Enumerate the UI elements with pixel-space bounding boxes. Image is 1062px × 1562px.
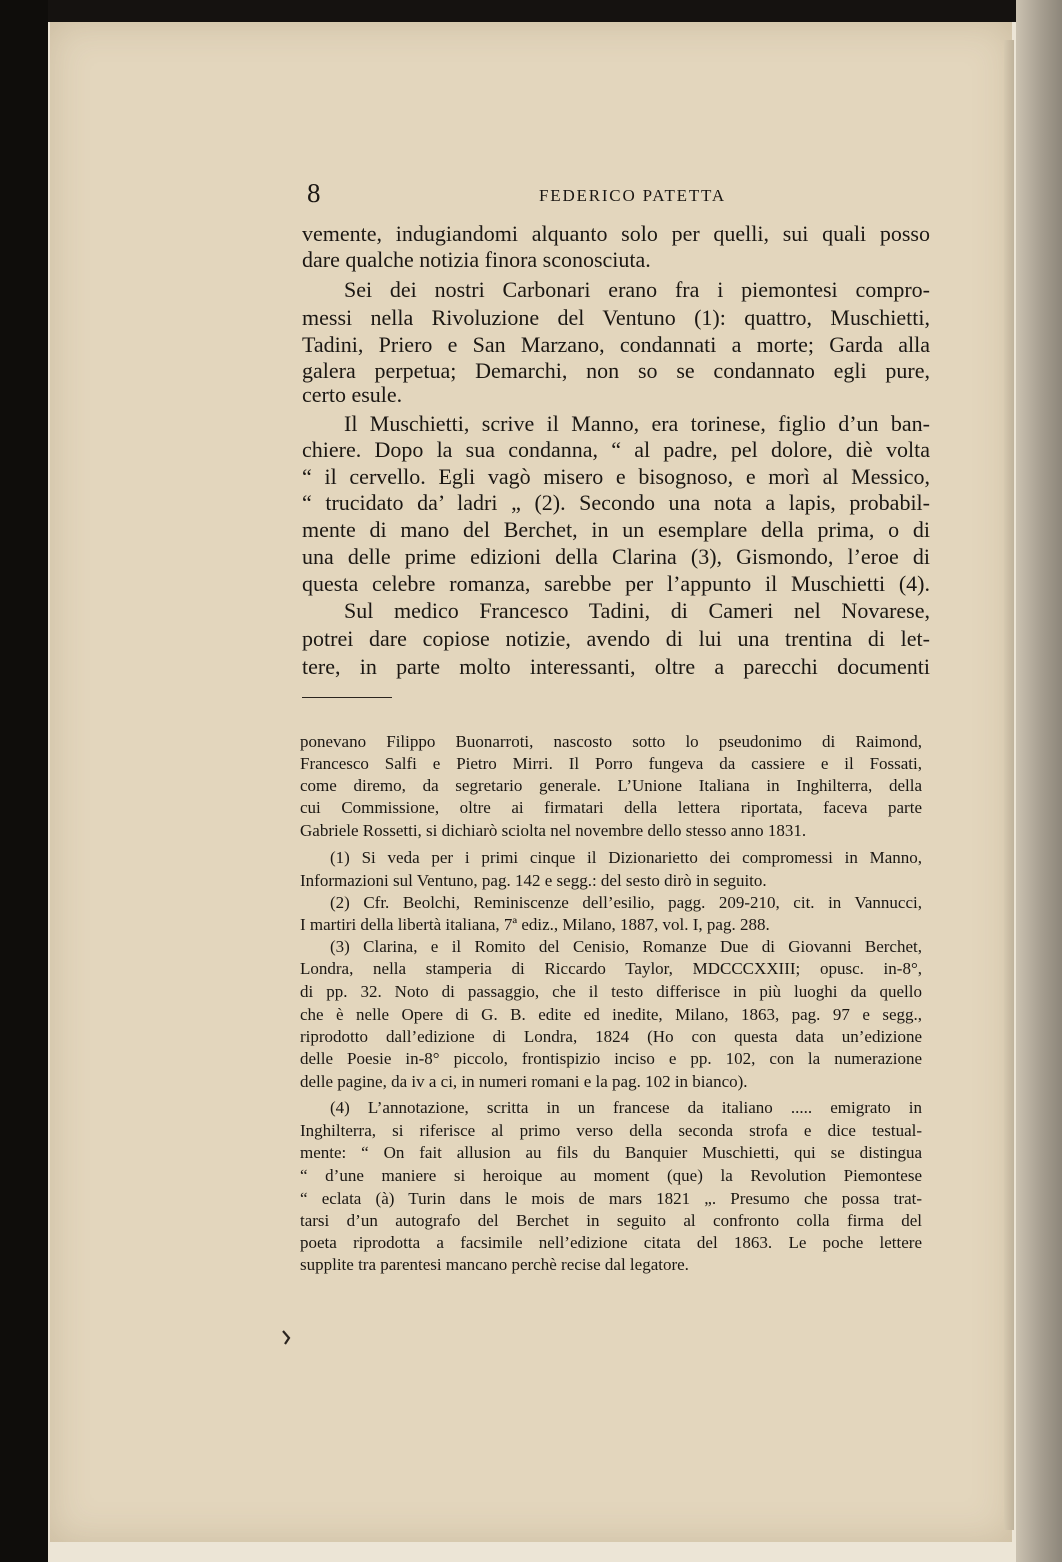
footnote-line: cui Commissione, oltre ai firmatari della lettera riportata, faceva parte — [300, 798, 922, 817]
footnote-separator — [302, 697, 392, 698]
footnote-line: Inghilterra, si riferisce al primo verso della seconda strofa e dice testual- — [300, 1121, 922, 1140]
body-line: Sul medico Francesco Tadini, di Cameri nel Novarese, — [344, 598, 930, 623]
footnote-line: Londra, nella stamperia di Riccardo Taylor, MDCCCXXIII; opusc. in-8°, — [300, 959, 922, 978]
footnote-line: “ eclata (à) Turin dans le mois de mars 1821 „. Presumo che possa trat- — [300, 1189, 922, 1208]
footnote-line: mente: “ On fait allusion au fils du Banquier Muschietti, qui se distingua — [300, 1143, 922, 1162]
body-line: “ il cervello. Egli vagò misero e bisognoso, e morì al Messico, — [302, 464, 930, 489]
ink-speck — [280, 1328, 294, 1348]
body-line: “ trucidato da’ ladri „ (2). Secondo una nota a lapis, probabil- — [302, 490, 930, 515]
body-line: vemente, indugiandomi alquanto solo per quelli, sui quali posso — [302, 221, 930, 246]
footnote-line: delle pagine, da iv a ci, in numeri romani e la pag. 102 in bianco). — [300, 1072, 748, 1091]
body-line: questa celebre romanza, sarebbe per l’appunto il Muschietti (4). — [302, 571, 930, 596]
footnote-line: poeta riprodotta a facsimile nell’edizione citata del 1863. Le poche lettere — [300, 1233, 922, 1252]
body-line: Il Muschietti, scrive il Manno, era torinese, figlio d’un ban- — [344, 411, 930, 436]
body-line: Sei dei nostri Carbonari erano fra i piemontesi compro- — [344, 277, 930, 302]
page-number: 8 — [307, 178, 321, 208]
footnote-line: I martiri della libertà italiana, 7ª ediz., Milano, 1887, vol. I, pag. 288. — [300, 915, 770, 934]
footnote-line: (2) Cfr. Beolchi, Reminiscenze dell’esilio, pagg. 209-210, cit. in Vannucci, — [330, 893, 922, 912]
body-line: chiere. Dopo la sua condanna, “ al padre, pel dolore, diè volta — [302, 437, 930, 462]
footnote-line: (3) Clarina, e il Romito del Cenisio, Romanze Due di Giovanni Berchet, — [330, 937, 922, 956]
body-line: dare qualche notizia finora sconosciuta. — [302, 247, 651, 272]
footnote-line: “ d’une maniere si heroique au moment (que) la Revolution Piemontese — [300, 1166, 922, 1185]
footnote-line: di pp. 32. Noto di passaggio, che il testo differisce in più luoghi da quello — [300, 982, 922, 1001]
body-line: Tadini, Priero e San Marzano, condannati a morte; Garda alla — [302, 332, 930, 357]
footnote-line: tarsi d’un autografo del Berchet in seguito al confronto colla firma del — [300, 1211, 922, 1230]
scan-shadow-right — [1016, 0, 1062, 1562]
footnote-line: riprodotto dall’edizione di Londra, 1824 (Ho con questa data un’edizione — [300, 1027, 922, 1046]
page-header — [302, 176, 942, 210]
footnote-line: ponevano Filippo Buonarroti, nascosto sotto lo pseudonimo di Raimond, — [300, 732, 922, 751]
body-line: mente di mano del Berchet, in un esemplare della prima, o di — [302, 517, 930, 542]
footnote-line: come diremo, da segretario generale. L’Unione Italiana in Inghilterra, della — [300, 776, 922, 795]
footnote-line: (1) Si veda per i primi cinque il Dizionarietto dei compromessi in Manno, — [330, 848, 922, 867]
body-line: tere, in parte molto interessanti, oltre a parecchi documenti — [302, 654, 930, 679]
page-edge-fold — [1004, 40, 1014, 1530]
running-title: FEDERICO PATETTA — [539, 186, 726, 205]
footnote-line: Francesco Salfi e Pietro Mirri. Il Porro fungeva da cassiere e il Fossati, — [300, 754, 922, 773]
scan-border-left — [0, 0, 48, 1562]
footnote-line: Informazioni sul Ventuno, pag. 142 e segg.: del sesto dirò in seguito. — [300, 871, 767, 890]
body-line: messi nella Rivoluzione del Ventuno (1): quattro, Muschietti, — [302, 305, 930, 330]
footnote-line: supplite tra parentesi mancano perchè recise dal legatore. — [300, 1255, 689, 1274]
footnote-line: Gabriele Rossetti, si dichiarò sciolta nel novembre dello stesso anno 1831. — [300, 821, 807, 840]
footnote-line: che è nelle Opere di G. B. edite ed inedite, Milano, 1863, pag. 97 e segg., — [300, 1005, 922, 1024]
body-line: galera perpetua; Demarchi, non so se condannato egli pure, — [302, 358, 930, 383]
body-line: certo esule. — [302, 382, 403, 407]
scan-border-top — [0, 0, 1062, 22]
body-line: potrei dare copiose notizie, avendo di lui una trentina di let- — [302, 626, 930, 651]
body-line: una delle prime edizioni della Clarina (3), Gismondo, l’eroe di — [302, 544, 930, 569]
footnote-line: delle Poesie in-8° piccolo, frontispizio inciso e pp. 102, con la numerazione — [300, 1049, 922, 1068]
footnote-line: (4) L’annotazione, scritta in un francese da italiano ..... emigrato in — [330, 1098, 922, 1117]
